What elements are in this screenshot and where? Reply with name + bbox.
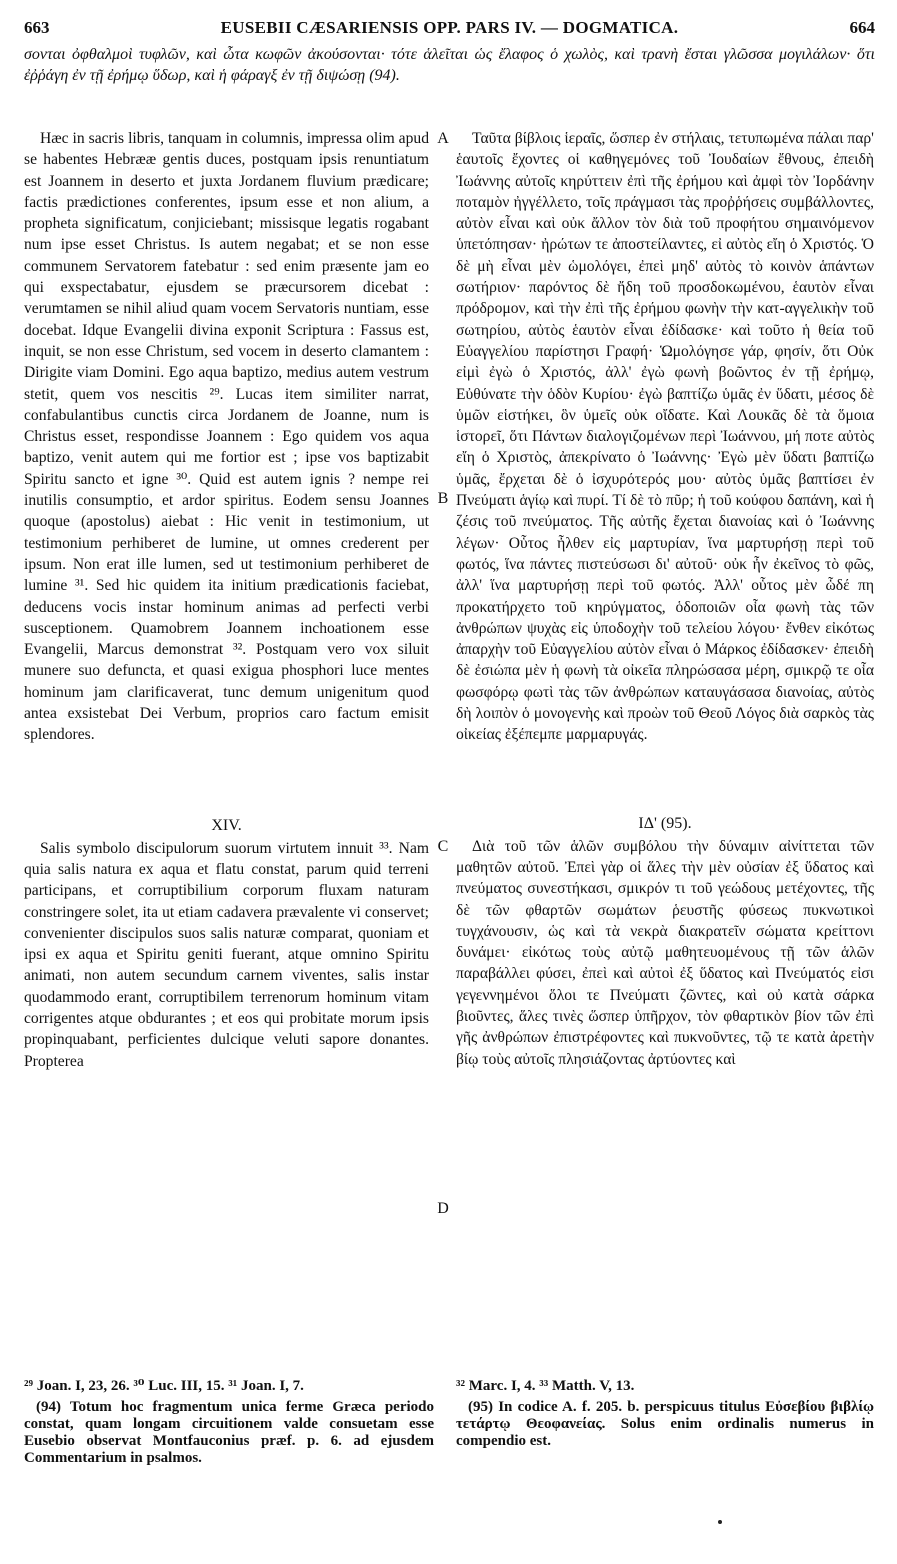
footnotes-right [456,1378,874,1450]
latin-paragraph-1: Hæc in sacris libris, tanquam in columnis, impressa olim apud se habentes Hebrææ gentis duces, postquam ipsis renuntiatum est Joannem in deserto et juxta Jordanem fluvium prædicare; factis prædictiones conferentes, ipsum esse et non alium, a propheta significatum, conjiciebant; missisque legatis rogabant num ipse esset Christus. Is autem negabat; et se non esse communem Servatorem fatebatur : sed enim præsente jam eo qui exspectabatur, ejusdem se præcursorem dicebat : verumtamen se nihil aliud quam vocem Servatoris nuntiam, esse docebat. Idque Evangelii divina exponit Scriptura : Fassus est, inquit, se non esse Christum, sed vocem in deserto clamantem : Dirigite viam Domini. Ego aqua baptizo, medius autem vestrum stetit, quem vos nescitis ²⁹. Lucas item similiter narrat, confabulantibus cunctis circa Jordanem de Joanne, num is Christus esset, respondisse Joannem : Ego quidem vos aqua baptizo, venit autem qui me fortior est ; ipse vos baptizabit Spiritu sancto et igne ³⁰. Quid est autem ignis ? nempe rei inutilis consumptio, et ardor spiritus. Eodem sensu Joannes quoque (apostolus) aiebat : Hic venit in testimonium, ut testimonium perhiberet de lumine, ut omnes crederent per ipsum. Non erat ille lumen, sed ut testimonium perhiberet de lumine ³¹. Sed hic quidem ita initium prædicationis faciebat, deducens vocis instar hominum animas ad perfecti verbi susceptionem. Quamobrem Joannem inchoationem esse Evangelii, Marcus demonstrat ³². Postquam vero vox siluit munere suo defuncta, et quasi exigua phosphori luce mentes hominum jam clarificaverat, tunc demum unigenitum quod antea exsistebat Dei Verbum, proprios caro factum emisit splendores. [24,130,429,744]
latin-section-heading: XIV. [211,816,242,834]
footnote-94: (94) Totum hoc fragmentum unica ferme Græca periodo constat, quam longam circuitionem valde consuetam esse Eusebio observat Montfauconius præf. p. 6. ad ejusdem Commentarium in psalmos. [24,1399,434,1466]
footnote-references-right: ³² Marc. I, 4. ³³ Matth. V, 13. [456,1378,635,1394]
footnotes-left [24,1378,434,1467]
page-number-left: 663 [24,18,50,37]
margin-marker-d: D [437,1200,449,1217]
margin-marker-c: C [437,838,449,855]
latin-paragraph-2: Salis symbolo discipulorum suorum virtutem innuit ³³. Nam quia salis natura ex aqua et flatu constat, parum quid terreni participans, et corruptibilium corporum fluxam naturam constringere solet, ita ut etiam cadavera prævalente vi conservet; convenienter discipulos suos salis naturæ comparat, quoniam et ipsi ex aqua et Spiritu geniti fuerant, atque omnino Spiritu animati, non autem secundum carnem viventes, salis instar quodammodo erant, corruptibilem terrenorum hominum vitam corrigentes atque obdurantes ; et eos qui probitate morum ipsis propinquabant, perficientes dulcique veluti sapore donantes. Propterea [24,839,429,1070]
latin-column [24,128,429,1072]
margin-marker-b: B [437,490,449,507]
running-title: EUSEBII CÆSARIENSIS OPP. PARS IV. — DOGMATICA. [220,18,679,37]
greek-paragraph-2: Διὰ τοῦ τῶν ἁλῶν συμβόλου τὴν δύναμιν αἰνίττεται τῶν μαθητῶν αὐτοῦ. Ἐπεὶ γὰρ οἱ ἅλες τὴν μὲν οὐσίαν ἐξ ὕδατος καὶ πνεύματος συνεστήκασι, σμικρόν τι τοῦ γεώδους μετέχοντες, τῆς δὲ τῶν φθαρτῶν σωμάτων ῥευστῆς φύσεως πυκνωτικοὶ τυγχάνουσιν, ὡς καὶ τὰ νεκρὰ διακρατεῖν σώματα κρείττονι δυνάμει· εἰκότως τοὺς αὐτῷ μαθητευομένους τῇ τῶν ἁλῶν παραβάλλει φύσει, ἐπεὶ καὶ αὐτοὶ ἐξ ὕδατος καὶ Πνεύματός εἰσι γεγεννημένοι ὅλοι τε Πνεύματι ζῶντες, καὶ οὐ κατὰ σάρκα βιοῦντες, ἅλες τινὲς ὥσπερ ὑπῆρχον, τὸν φθαρτικὸν βίον τῶν ἐπὶ γῆς ἀνθρώπων ἐπιστρέφοντες καὶ πυκνοῦντες, τῷ τε κατὰ ἀρετὴν βίῳ τοὺς αὐτοῖς πλησιάζοντας ἀρτύοντες καὶ [456,837,874,1068]
print-speck [718,1520,722,1524]
page-number-right: 664 [849,18,875,37]
greek-section-heading: ΙΔ' (95). [638,814,692,832]
margin-marker-a: A [437,130,449,147]
greek-intro-text: σονται ὀφθαλμοὶ τυφλῶν, καὶ ὦτα κωφῶν ἀκούσονται· τότε ἁλεῖται ὡς ἔλαφος ὁ χωλὸς, καὶ τρανὴ ἔσται γλῶσσα μογιλάλων· ὅτι ἐῤῥάγη ἐν τῇ ἐρήμῳ ὕδωρ, καὶ ἡ φάραγξ ἐν τῇ διψώσῃ (94). [24,46,875,84]
footnote-95: (95) In codice A. f. 205. b. perspicuus titulus Εὐσεβίου βιβλίῳ τετάρτῳ Θεοφανείας. Solus enim ordinalis numerus in compendio est. [456,1399,874,1449]
footnote-references-left: ²⁹ Joan. I, 23, 26. ³⁰ Luc. III, 15. ³¹ Joan. I, 7. [24,1378,304,1394]
page-header [24,18,875,42]
greek-column [456,128,874,1070]
greek-paragraph-1: Ταῦτα βίβλοις ἱεραῖς, ὥσπερ ἐν στήλαις, τετυπωμένα πάλαι παρ' ἑαυτοῖς ἔχοντες οἱ καθηγεμόνες τοῦ Ἰουδαίων ἔθνους, ἐπειδὴ Ἰωάννης αὐτοῖς κηρύττειν ἐπὶ τῆς ἐρήμου καὶ ἀμφὶ τὸν Ἰορδάνην ποταμὸν ἠγγέλλετο, τοῖς πράγμασι τὰς προῤῥήσεις συμβάλλοντες, αὐτὸν εἶναι καὶ οὐκ ἄλλον τὸν διὰ τοῦ προφήτου σημαινόμενον ὑπετόπησαν· ἠρώτων τε ἀποστείλαντες, εἰ αὐτὸς εἴη ὁ Χριστός. Ὁ δὲ μὴ εἶναι μὲν ὡμολόγει, ἐπεὶ μηδ' αὐτὸς τὸ κοινὸν ἁπάντων σωτήριον· παρόντος δὲ ἤδη τοῦ προσδοκωμένου, ἑαυτὸν εἶναι πρόδρομον, καὶ τὴν ἐπὶ τῆς ἐρήμου φωνὴν τὴν κατ-αγγελικὴν τοῦ σωτηρίου, αὐτὸς ἑαυτὸν εἶναι ἐδίδασκε· καὶ τοῦτο ἡ θεία τοῦ Εὐαγγελίου παρίστησι Γραφή· Ὡμολόγησε γάρ, φησίν, ὅτι Οὐκ εἰμὶ ἐγὼ ὁ Χριστός, ἀλλ' ἐγὼ φωνὴ βοῶντος ἐν τῇ ἐρήμῳ, Εὐθύνατε τὴν ὁδὸν Κυρίου· ἐγὼ βαπτίζω ὑμᾶς ἐν ὕδατι, μέσος δὲ ὑμῶν εἱστήκει, ὃν ὑμεῖς οὐκ οἴδατε. Καὶ Λουκᾶς δὲ τὰ ὅμοια ἱστορεῖ, ὅτι Πάντων διαλογιζομένων περὶ Ἰωάννου, μή ποτε αὐτὸς εἴη ὁ Χριστὸς, ἀπεκρίνατο ὁ Ἰωάννης· Ἐγὼ μὲν ὕδατι βαπτίζω ὑμᾶς, ἔρχεται δὲ ὁ ἰσχυρότερός μου· αὐτὸς ὑμᾶς βαπτίσει ἐν Πνεύματι ἁγίῳ καὶ πυρί. Τί δὲ τὸ πῦρ; ἡ τοῦ κούφου δαπάνη, καὶ ἡ ζέσις τοῦ πνεύματος. Τῆς αὐτῆς ἔχεται διανοίας καὶ ὁ Ἰωάννης λέγων· Οὗτος ἦλθεν εἰς μαρτυρίαν, ἵνα μαρτυρήσῃ περὶ τοῦ φωτός, ἵνα πάντες πιστεύσωσι δι' αὐτοῦ· οὐκ ἦν ἐκεῖνος τὸ φῶς, ἀλλ' ἵνα μαρτυρήσῃ περὶ τοῦ φωτός. Ἀλλ' οὗτος μὲν ὧδέ πη προκατήρχετο τοῦ κηρύγματος, ὁδοποιῶν οἷα φωνὴ τὰς τῶν ἀνθρώπων ψυχὰς εἰς ὑποδοχὴν τοῦ τελείου λόγου· ἔνθεν εἰκότως ἀπαρχὴν τοῦ Εὐαγγελίου αὐτὸν εἶναι ὁ Μάρκος ἐδίδασκεν· ἐπειδὴ δὲ ἐσιώπα μὲν ἡ φωνὴ τὰ οἰκεῖα πληρώσασα μέρη, σμικρῷ τε οἷα φωσφόρῳ φωτὶ τὰς τῶν ἀνθρώπων καταυγάσασα διανοίας, αὐτὸς δὴ λοιπὸν ὁ μονογενὴς καὶ προὼν τοῦ Θεοῦ Λόγος διὰ σαρκὸς τὰς οἰκείας ἐξέπεμπε μαρμαρυγάς. [456,130,874,744]
